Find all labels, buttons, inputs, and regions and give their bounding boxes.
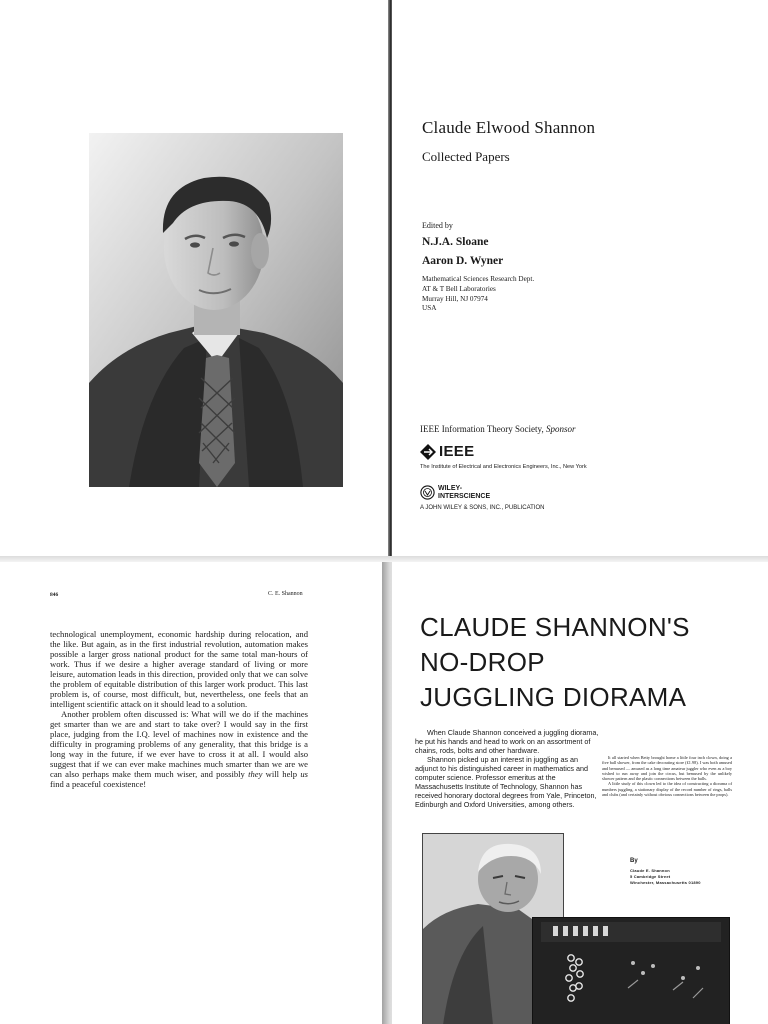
essay-paragraph	[50, 709, 308, 789]
wiley-seal-icon	[420, 485, 435, 500]
sponsor-role: Sponsor	[545, 424, 576, 434]
ieee-logo-text: IEEE	[439, 443, 475, 460]
wiley-logo	[420, 485, 490, 500]
essay-emphasis: us	[300, 769, 308, 779]
byline-by: By	[630, 858, 638, 864]
essay-emphasis: they	[248, 769, 263, 779]
address-line: AT & T Bell Laboratories	[422, 284, 496, 293]
article-page	[392, 562, 768, 1024]
ieee-institute-line: The Institute of Electrical and Electronics Engineers, Inc., New York	[420, 464, 587, 470]
portrait-illustration	[89, 133, 343, 487]
diorama-illustration	[533, 918, 729, 1024]
essay-paragraph-text: Another problem often discussed is: What will we do if the machines get smarter than we are and start to take over? I would say in the first place, judging from the I.Q. level of machines now in existence and the difficulty in programing problems of any generality, that this bridge is a long way in the future, if we ever have to cross it at all. I would also suggest that if we can ever make machines much smarter than we are we can also perhaps make them much wiser, and possibly	[50, 709, 308, 779]
wiley-logo-line: INTERSCIENCE	[438, 492, 491, 500]
frontispiece-page	[0, 0, 388, 556]
wiley-logo-line: WILEY-	[438, 485, 463, 492]
wiley-logo-text	[438, 485, 490, 500]
sidebar-paragraph: A little study of this clown led to the idea of constructing a diorama of numbers juggling, a stationary display of the record number of rings, balls and clubs (and certainly without obvious connections between the props).	[602, 781, 732, 798]
article-sidebar-text	[602, 755, 732, 797]
edited-by-label: Edited by	[422, 221, 453, 230]
editor-address	[422, 275, 534, 314]
address-line: USA	[422, 304, 437, 313]
juggling-diorama-photo	[532, 917, 730, 1024]
essay-page	[0, 562, 382, 1024]
essay-body	[50, 629, 308, 789]
headline-line: CLAUDE SHANNON'S	[420, 612, 690, 642]
ieee-diamond-icon	[420, 444, 436, 460]
byline-line: 5 Cambridge Street	[630, 874, 671, 879]
editor-name: N.J.A. Sloane	[422, 236, 489, 248]
sponsor-line	[420, 424, 575, 434]
intro-paragraph: When Claude Shannon conceived a juggling diorama, he put his hands and head to work on an assortment of chains, rods, bolts and other hardware.	[415, 728, 599, 755]
running-head: C. E. Shannon	[268, 591, 303, 597]
essay-text-fragment: will help	[262, 769, 301, 779]
ieee-logo	[420, 443, 474, 460]
byline	[630, 858, 730, 886]
address-line: Mathematical Sciences Research Dept.	[422, 275, 535, 283]
headline-line: NO-DROP	[420, 647, 545, 677]
address-line: Murray Hill, NJ 07974	[422, 294, 488, 303]
byline-line: Winchester, Massachusetts 01890	[630, 880, 701, 885]
article-headline	[420, 610, 690, 715]
book-title: Claude Elwood Shannon	[422, 118, 596, 137]
publisher-line: A JOHN WILEY & SONS, INC., PUBLICATION	[420, 505, 545, 511]
intro-paragraph: Shannon picked up an interest in juggling as an adjunct to his distinguished career in mathematics and computer science. Professor emeritus at the Massachusetts Institute of Technology, Shannon has received honorary doctoral degrees from Yale, Princeton, Edinburgh and Oxford Universities, among others.	[415, 755, 597, 809]
book-subtitle: Collected Papers	[422, 149, 510, 164]
title-page	[392, 0, 768, 556]
sponsor-text: IEEE Information Theory Society,	[420, 424, 544, 434]
editor-name: Aaron D. Wyner	[422, 255, 504, 267]
portrait-photo	[89, 133, 343, 487]
essay-paragraph: technological unemployment, economic hardship during relocation, and the like. But again, as in the first industrial revolution, automation makes possible a larger gross national product for the same total man-hours of work. Thus if we desire a higher average standard of living or more leisure, automation leads in this direction, provided only that we can solve the problem of equitable distribution of this larger work product. This last problem is, of course, most difficult, but, nevertheless, one feels that an intelligent scientific attack on it should lead to a solution.	[50, 629, 308, 709]
essay-text-fragment: find a peaceful coexistence!	[50, 779, 147, 789]
article-intro	[415, 728, 599, 809]
sidebar-paragraph: It all started when Betty brought home a little four inch clown, doing a five ball shower, from the cake decorating store (£1.98). I was both amused and bemused — amused as a long time amateur juggler who even as a boy wished to run away and join the circus, but bemused by the unlikely shower pattern and the plastic connections between the balls.	[602, 755, 732, 782]
byline-line: Claude E. Shannon	[630, 868, 670, 873]
page-number: 846	[50, 592, 59, 598]
headline-line: JUGGLING DIORAMA	[420, 682, 687, 712]
